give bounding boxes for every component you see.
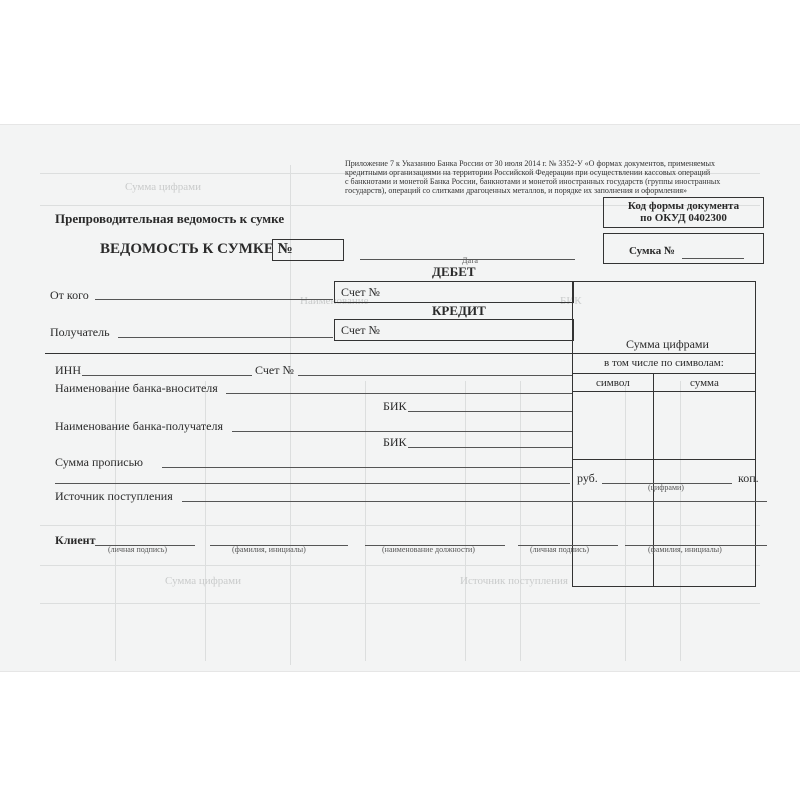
inn-label: ИНН: [55, 363, 81, 377]
recipient-bank-label: Наименование банка-получателя: [55, 419, 223, 433]
full-name-caption: (фамилия, инициалы): [232, 545, 306, 554]
source-line[interactable]: [182, 501, 767, 502]
account-number-line[interactable]: [298, 375, 572, 376]
from-line[interactable]: [95, 299, 333, 300]
amount-words-label: Сумма прописью: [55, 455, 144, 469]
recipient-bik-line[interactable]: [408, 447, 572, 448]
amount-words-line[interactable]: [162, 467, 572, 468]
col-symbol-header: символ: [596, 377, 630, 389]
digits-caption: (цифрами): [648, 483, 684, 492]
account-label: Счет №: [341, 285, 380, 299]
section-divider: [45, 353, 572, 354]
signature-caption: (личная подпись): [530, 545, 590, 554]
source-label: Источник поступления: [55, 489, 173, 503]
bik-label: БИК: [383, 399, 407, 413]
signature-caption: (личная подпись): [108, 545, 168, 554]
debit-label: ДЕБЕТ: [432, 264, 476, 279]
bag-number-input[interactable]: [682, 258, 744, 259]
form-code-box: [603, 197, 764, 228]
amount-row-divider: [572, 459, 756, 460]
depositor-bank-label: Наименование банка-вносителя: [55, 381, 218, 395]
recipient-bank-line[interactable]: [232, 431, 572, 432]
sum-digits-label: Сумма цифрами: [626, 337, 709, 351]
from-label: От кого: [50, 288, 89, 302]
amount-divider: [572, 353, 756, 354]
header-note-line: кредитными организациями на территории Российской Федерации при осуществлении кассовых операций: [345, 168, 711, 177]
credit-label: КРЕДИТ: [432, 303, 486, 318]
ghost-text: Сумма цифрами: [165, 575, 242, 587]
amount-column-divider: [653, 373, 654, 587]
header-note-line: с банкнотами и монетой Банка России, банкнотами и монетой иностранных государств (группы иностранных: [345, 177, 721, 186]
form-sheet: [0, 124, 800, 672]
header-note-line: государств), операций со слитками драгоценных металлов, и порядке их заполнения и оформления»: [345, 186, 688, 195]
header-note-line: Приложение 7 к Указанию Банка России от 30 июля 2014 г. № 3352-У «О формах документов, применяемых: [345, 159, 715, 168]
debit-account-box[interactable]: [334, 281, 574, 303]
amount-words-line-2[interactable]: [55, 483, 570, 484]
account-label: Счет №: [341, 323, 380, 337]
inn-line[interactable]: [82, 375, 252, 376]
col-sum-header: сумма: [690, 377, 719, 389]
account-number-label: Счет №: [255, 363, 294, 377]
ghost-text: Сумма цифрами: [125, 181, 202, 193]
credit-account-box[interactable]: [334, 319, 574, 341]
kop-label: коп.: [738, 471, 759, 485]
amount-box: [572, 281, 756, 587]
depositor-bank-line[interactable]: [226, 393, 572, 394]
recipient-line[interactable]: [118, 337, 333, 338]
bik-label: БИК: [383, 435, 407, 449]
including-symbols-label: в том числе по символам:: [604, 357, 724, 369]
rub-label: руб.: [577, 471, 598, 485]
form-code-line: по ОКУД 0402300: [640, 212, 727, 224]
position-caption: (наименование должности): [382, 545, 475, 554]
amount-divider: [572, 373, 756, 374]
ghost-text: Источник поступления: [460, 575, 568, 587]
depositor-bik-line[interactable]: [408, 411, 572, 412]
bag-label: Сумка №: [629, 245, 675, 257]
form-code-line: Код формы документа: [627, 200, 740, 212]
recipient-label: Получатель: [50, 325, 110, 339]
bag-number-box: [603, 233, 764, 264]
page-title: ВЕДОМОСТЬ К СУМКЕ №: [100, 241, 293, 257]
header-note: [345, 159, 720, 195]
amount-divider: [572, 391, 756, 392]
ghost-text: Наименование: [300, 295, 369, 307]
ghost-text: БИК: [560, 295, 582, 307]
form-subtitle: Препроводительная ведомость к сумке: [55, 211, 285, 226]
full-name-caption: (фамилия, инициалы): [648, 545, 722, 554]
statement-number-input[interactable]: [272, 239, 344, 261]
client-label: Клиент: [55, 533, 96, 547]
date-caption: Дата: [462, 256, 478, 265]
